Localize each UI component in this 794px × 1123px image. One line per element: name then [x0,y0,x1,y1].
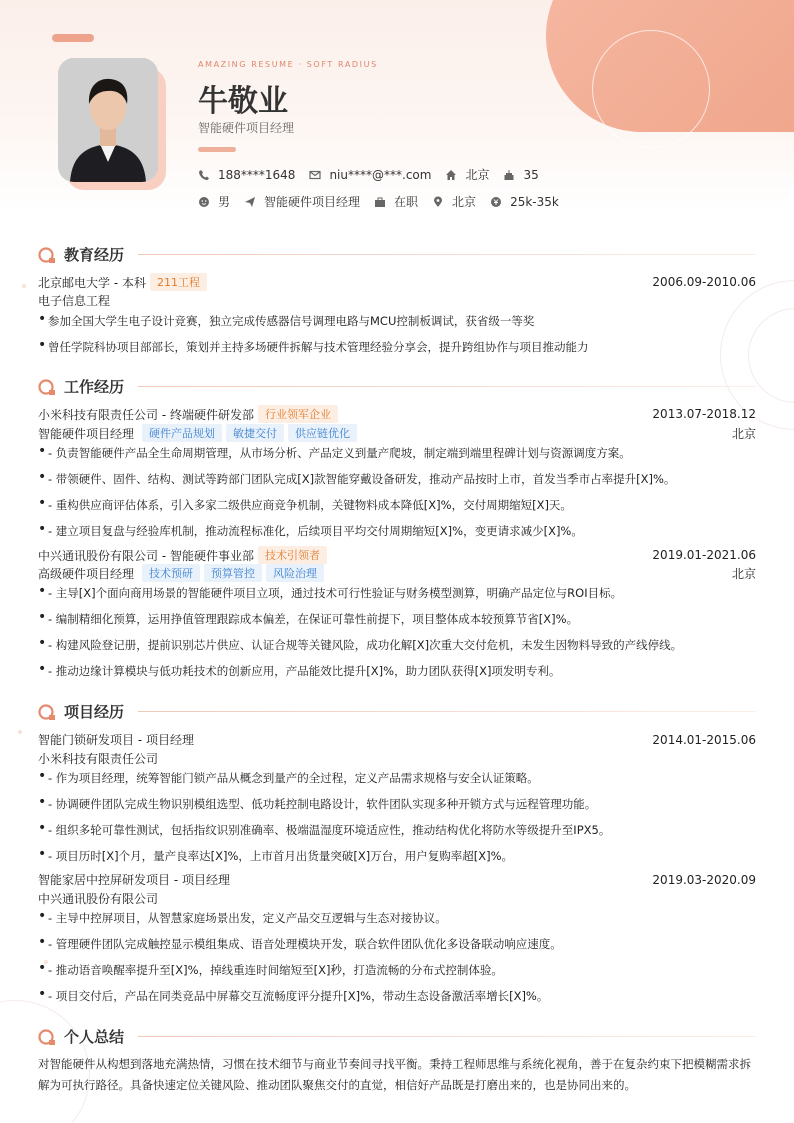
target-position-value: 智能硬件项目经理 [264,195,361,209]
age-value: 35 [523,167,539,182]
section-title: 个人总结 [64,1028,125,1046]
summary-section-header [38,1026,756,1047]
section-divider [138,254,756,255]
education-major: 电子信息工程 [38,294,111,308]
info-target-position [244,193,360,210]
candidate-title: 智能硬件项目经理 [198,121,295,135]
education-major-row [38,292,756,309]
school-tag: 211工程 [150,273,207,291]
section-marker-icon [38,246,56,264]
gender-icon [198,196,210,208]
skill-tag: 硬件产品规划 [142,424,222,442]
section-marker-icon [38,703,56,721]
job-bullet: • - 负责智能硬件产品全生命周期管理，从市场分析、产品定义到量产爬坡，制定端到端里程碑计划与资源调度方案。 [38,443,631,460]
project-company-row [38,750,756,767]
project-bullet: • - 主导中控屏项目，从智慧家庭场景出发，定义产品交互逻辑与生态对接协议。 [38,908,447,925]
job-header [38,405,756,423]
skill-tag: 预算管控 [204,564,262,582]
candidate-name: 牛敬业 [198,84,288,119]
job-header [38,546,756,564]
project-name: 智能门锁研发项目 - 项目经理 [38,733,194,747]
info-salary [490,195,559,209]
work-section-header [38,376,756,397]
decorative-pill [52,34,94,42]
status-value: 在职 [394,195,419,209]
education-date: 2006.09-2010.06 [652,275,756,289]
info-home [445,166,489,183]
email-value: niu****@***.com [329,167,432,182]
gender-value: 男 [218,195,231,209]
section-title: 项目经历 [64,703,125,721]
title-accent-bar [198,147,236,152]
job-bullet: • - 重构供应商评估体系，引入多家二级供应商竞争机制，关键物料成本降低[X]%，交付周期缩短[X]天。 [38,495,572,512]
send-icon [244,196,256,208]
home-icon [445,169,457,181]
salary-icon [490,196,502,208]
job-role-row [38,564,756,582]
project-bullet: • - 管理硬件团队完成触控显示模组集成、语音处理模块开发，联合软件团队优化多设备联动响应速度。 [38,934,562,951]
section-divider [138,386,756,387]
project-name: 智能家居中控屏研发项目 - 项目经理 [38,873,230,887]
section-divider [138,711,756,712]
company-tag: 行业领军企业 [258,405,338,423]
info-phone [198,168,295,182]
decorative-dot [18,730,22,734]
job-role: 高级硬件项目经理 [38,566,135,581]
job-bullet: • - 构建风险登记册，提前识别芯片供应、认证合规等关键风险，成功化解[X]次重大交付危机，未发生因物料导致的产线停线。 [38,635,683,652]
job-bullet: • - 建立项目复盘与经验库机制，推动流程标准化，后续项目平均交付周期缩短[X]%，变更请求减少[X]%。 [38,521,583,538]
projects-section-header [38,701,756,722]
contact-row [198,166,553,183]
project-header [38,871,756,888]
project-bullet: • - 推动语音唤醒率提升至[X]%，掉线重连时间缩短至[X]秒，打造流畅的分布式控制体验。 [38,960,503,977]
project-bullet: • - 项目历时[X]个月，量产良率达[X]%，上市首月出货量突破[X]万台，用户复购率超[X]%。 [38,846,514,863]
job-bullet: • - 推动边缘计算模块与低功耗技术的创新应用，产品能效比提升[X]%，助力团队获得[X]项发明专利。 [38,661,561,678]
project-bullet: • - 组织多轮可靠性测试，包括指纹识别准确率、极端温湿度环境适应性，推动结构优化将防水等级提升至IPX5。 [38,820,611,837]
project-bullet: • - 作为项目经理，统筹智能门锁产品从概念到量产的全过程，定义产品需求规格与安全认证策略。 [38,768,539,785]
company-tag: 技术引领者 [258,546,327,564]
mail-icon [309,169,321,181]
location-icon [432,196,444,208]
project-bullet: • - 项目交付后，产品在同类竞品中屏幕交互流畅度评分提升[X]%，带动生态设备激活率增长[X]%。 [38,986,549,1003]
phone-icon [198,169,210,181]
job-bullet: • - 带领硬件、固件、结构、测试等跨部门团队完成[X]款智能穿戴设备研发，推动产品按时上市，首发当季市占率提升[X]%。 [38,469,676,486]
info-age [503,168,538,182]
job-bullet: • - 编制精细化预算，运用挣值管理跟踪成本偏差，在保证可靠性前提下，项目整体成本较预算节省[X]%。 [38,609,579,626]
project-date: 2014.01-2015.06 [652,732,756,747]
resume-tagline: AMAZING RESUME · SOFT RADIUS [198,60,378,69]
section-title: 教育经历 [64,246,125,264]
job-role-row [38,424,756,442]
skill-tag: 敏捷交付 [226,424,284,442]
skill-tag: 供应链优化 [288,424,357,442]
skill-tag: 风险治理 [266,564,324,582]
decorative-dot [22,284,26,288]
project-company: 中兴通讯股份有限公司 [38,892,159,906]
section-divider [138,1036,756,1037]
section-marker-icon [38,378,56,396]
location-value: 北京 [452,195,477,209]
education-bullet: • 参加全国大学生电子设计竞赛，独立完成传感器信号调理电路与MCU控制板调试，获省级一等奖 [38,311,535,328]
project-bullet: • - 协调硬件团队完成生物识别模组选型、低功耗控制电路设计，软件团队实现多种开锁方式与远程管理功能。 [38,794,597,811]
education-entry-header [38,273,756,291]
project-header [38,731,756,748]
salary-value: 25k-35k [510,194,559,209]
company-name: 小米科技有限责任公司 - 终端硬件研发部 [38,407,254,422]
profile-row [198,193,573,210]
school-name: 北京邮电大学 - 本科 [38,275,146,290]
briefcase-icon [374,196,386,208]
project-date: 2019.03-2020.09 [652,872,756,887]
education-section-header [38,244,756,265]
info-email [309,168,431,182]
project-company-row [38,890,756,907]
section-marker-icon [38,1028,56,1046]
job-city: 北京 [731,566,756,581]
skill-tag: 技术预研 [142,564,200,582]
job-city: 北京 [731,426,756,441]
cake-icon [503,169,515,181]
education-bullet: • 曾任学院科协项目部部长，策划并主持多场硬件拆解与技术管理经验分享会，提升跨组协作与项目推动能力 [38,337,589,354]
section-title: 工作经历 [64,378,125,396]
project-company: 小米科技有限责任公司 [38,752,159,766]
summary-text: 对智能硬件从构想到落地充满热情，习惯在技术细节与商业节奏间寻找平衡。秉持工程师思维与系统化视角，善于在复杂约束下把模糊需求拆解为可执行路径。具备快速定位关键风险、推动团队聚焦交付的直觉，相信好产品既是打磨出来的，也是协同出来的。 [38,1057,751,1092]
info-gender [198,193,230,210]
home-value: 北京 [465,168,490,182]
company-name: 中兴通讯股份有限公司 - 智能硬件事业部 [38,548,254,563]
decorative-ring [592,30,710,148]
phone-value: 188****1648 [218,167,296,182]
job-role: 智能硬件项目经理 [38,426,135,441]
job-bullet: • - 主导[X]个面向商用场景的智能硬件项目立项，通过技术可行性验证与财务模型测算，明确产品定位与ROI目标。 [38,583,623,600]
info-status [374,193,418,210]
avatar [58,58,158,182]
info-location [432,193,476,210]
job-date: 2013.07-2018.12 [652,407,756,421]
job-date: 2019.01-2021.06 [652,548,756,562]
